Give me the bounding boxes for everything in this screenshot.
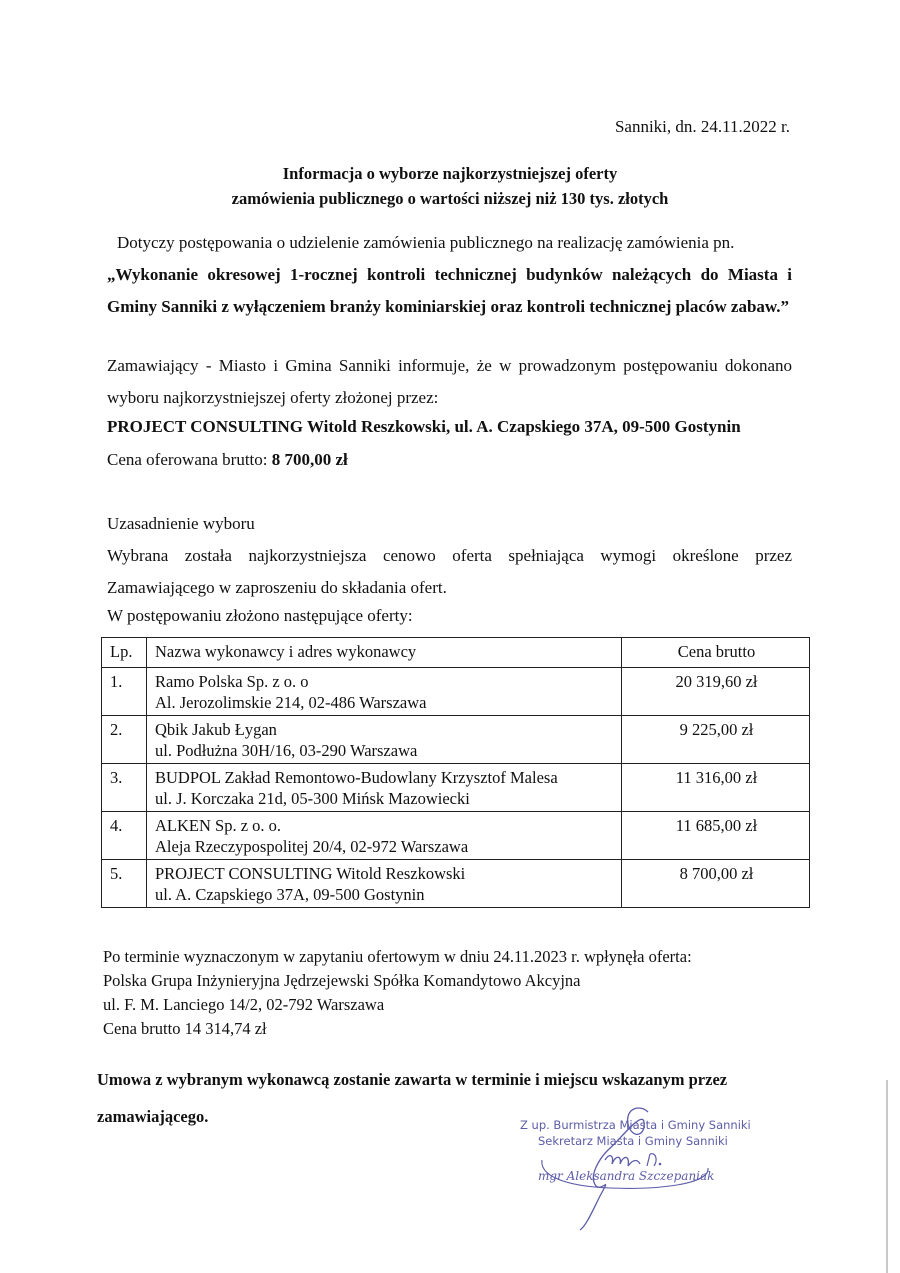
row-contractor: [147, 716, 622, 764]
table-row: [102, 812, 810, 860]
table-row: [102, 668, 810, 716]
row-price: 20 319,60 zł: [622, 668, 810, 716]
header-lp: Lp.: [102, 638, 147, 668]
decision-paragraph: Zamawiający - Miasto i Gmina Sanniki informuje, że w prowadzonym postępowaniu dokonano wyboru najkorzystniejszej oferty złożonej przez:: [107, 356, 792, 407]
row-price: 9 225,00 zł: [622, 716, 810, 764]
offers-intro: W postępowaniu złożono następujące oferty:: [107, 606, 413, 625]
document-title-line-1: Informacja o wyborze najkorzystniejszej oferty: [282, 164, 618, 183]
row-contractor: [147, 812, 622, 860]
offered-price-value: 8 700,00 zł: [271, 450, 348, 469]
stamp-line-1: Z up. Burmistrza Miasta i Gminy Sanniki: [520, 1118, 751, 1132]
row-lp: 5.: [102, 860, 147, 908]
row-lp: 4.: [102, 812, 147, 860]
justification-heading: Uzasadnienie wyboru: [107, 514, 255, 533]
contractor-name: Ramo Polska Sp. z o. o: [155, 672, 309, 691]
table-header-row: [102, 638, 810, 668]
contractor-address: ul. A. Czapskiego 37A, 09-500 Gostynin: [155, 885, 425, 904]
document-title-line-2: zamówienia publicznego o wartości niższej niż 130 tys. złotych: [231, 189, 669, 208]
row-price: 11 316,00 zł: [622, 764, 810, 812]
contractor-address: ul. J. Korczaka 21d, 05-300 Mińsk Mazowiecki: [155, 789, 470, 808]
row-contractor: [147, 764, 622, 812]
table-row: [102, 860, 810, 908]
signature-icon: [500, 1102, 740, 1232]
header-price: Cena brutto: [622, 638, 810, 668]
table-row: [102, 764, 810, 812]
intro-lead: Dotyczy postępowania o udzielenie zamówienia publicznego na realizację zamówienia pn.: [117, 233, 735, 252]
intro-paragraph: [107, 227, 792, 323]
late-offer-company: Polska Grupa Inżynieryjna Jędrzejewski Spółka Komandytowo Akcyjna: [103, 971, 581, 990]
late-offer-price: Cena brutto 14 314,74 zł: [103, 1019, 267, 1038]
offered-price-line: [107, 450, 348, 470]
signatory-name: mgr Aleksandra Szczepaniak: [538, 1169, 715, 1183]
procurement-subject: „Wykonanie okresowej 1-rocznej kontroli technicznej budynków należących do Miasta i Gminy Sanniki z wyłączeniem branży kominiarskiej oraz kontroli technicznej placów zabaw.”: [107, 265, 792, 316]
late-offer-address: ul. F. M. Lanciego 14/2, 02-792 Warszawa: [103, 995, 385, 1014]
contractor-address: Aleja Rzeczypospolitej 20/4, 02-972 Warszawa: [155, 837, 469, 856]
justification-text: Wybrana została najkorzystniejsza cenowo oferta spełniająca wymogi określone przez Zamawiającego w zaproszeniu do składania ofert.: [107, 546, 792, 597]
row-contractor: [147, 860, 622, 908]
row-lp: 1.: [102, 668, 147, 716]
contractor-address: ul. Podłużna 30H/16, 03-290 Warszawa: [155, 741, 418, 760]
contractor-name: BUDPOL Zakład Remontowo-Budowlany Krzysztof Malesa: [155, 768, 558, 787]
offers-table: [101, 637, 810, 908]
row-lp: 2.: [102, 716, 147, 764]
row-price: 11 685,00 zł: [622, 812, 810, 860]
row-contractor: [147, 668, 622, 716]
contractor-name: PROJECT CONSULTING Witold Reszkowski: [155, 864, 466, 883]
contractor-name: ALKEN Sp. z o. o.: [155, 816, 282, 835]
stamp-line-2: Sekretarz Miasta i Gminy Sanniki: [538, 1134, 728, 1148]
winner-name: PROJECT CONSULTING Witold Reszkowski, ul. A. Czapskiego 37A, 09-500 Gostynin: [107, 417, 741, 436]
late-offer-intro: Po terminie wyznaczonym w zapytaniu ofertowym w dniu 24.11.2023 r. wpłynęła oferta:: [103, 947, 692, 966]
closing-statement: Umowa z wybranym wykonawcą zostanie zawarta w terminie i miejscu wskazanym przez zamawiającego.: [97, 1070, 728, 1126]
table-row: [102, 716, 810, 764]
row-price: 8 700,00 zł: [622, 860, 810, 908]
offered-price-label: Cena oferowana brutto:: [107, 450, 272, 469]
contractor-address: Al. Jerozolimskie 214, 02-486 Warszawa: [155, 693, 427, 712]
row-lp: 3.: [102, 764, 147, 812]
contractor-name: Qbik Jakub Łygan: [155, 720, 277, 739]
header-contractor: Nazwa wykonawcy i adres wykonawcy: [147, 638, 622, 668]
place-date: Sanniki, dn. 24.11.2022 r.: [614, 117, 790, 136]
signature-stamp: [500, 1102, 751, 1232]
scan-edge-line: [886, 1080, 888, 1273]
late-offer-block: [103, 945, 692, 1041]
